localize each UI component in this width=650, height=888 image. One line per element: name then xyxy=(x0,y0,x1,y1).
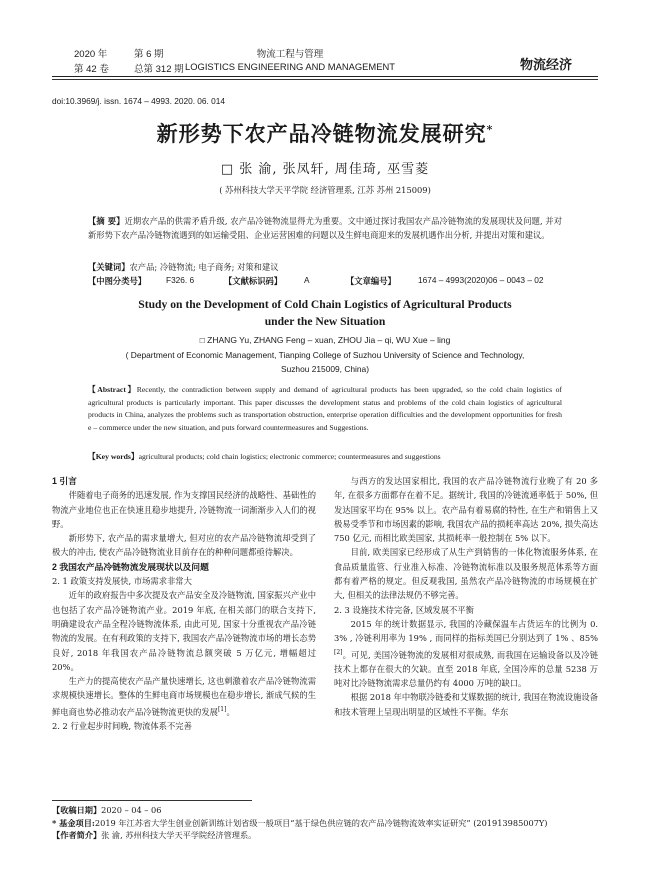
citation: [2] xyxy=(334,648,343,656)
paper-title-en-line1: Study on the Development of Cold Chain Logistics of Agricultural Products xyxy=(138,298,512,311)
abstract-en-text: Recently, the contradiction between supply and demand of agricultural products has been upgraded, so the cold chain logistics of agricultural products is particularly important. This paper discusses the development status and problems of the cold chain logistics of agricultural products in China, analyzes the problems such as transportation obstruction, enterprise operation difficulties and the development opportunities for fresh e – commerce under the new situation, and puts forward countermeasures and Suggestions. xyxy=(88,385,562,432)
keywords-en xyxy=(88,451,562,464)
article-no-label: 【文章编号】 xyxy=(346,276,396,286)
author-box: □ xyxy=(220,162,235,177)
authors-en: □ ZHANG Yu, ZHANG Feng – xuan, ZHOU Jia – qi, WU Xue – ling xyxy=(199,335,451,345)
left-column xyxy=(52,474,316,733)
citation: [1] xyxy=(217,705,227,713)
abstract-en-label: 【Abstract】 xyxy=(88,385,137,394)
author-names: 张 渝, 张凤轩, 周佳琦, 巫雪菱 xyxy=(239,162,430,177)
paragraph: 2015 年的统计数据显示, 我国的冷藏保温车占货运车的比例为 0. 3% , 冷链利用率为 19% , 而同样的指标美国已分别达到了 1% 、85%[2]。可见, 美国冷链物流的发展相对很成熟, 而我国在运输设备以及冷链技术上都存在很大的欠缺。直至 2018 年底, 全国冷库的总量 5238 万吨对比冷链物流需求总量仍约有 4000 万吨的缺口。 xyxy=(334,618,598,688)
title-footnote-mark: * xyxy=(486,123,494,136)
affiliation-en-line2: Suzhou 215009, China) xyxy=(280,364,369,374)
doi: doi:10.3969/j. issn. 1674 – 4993. 2020. 06. 014 xyxy=(52,96,225,106)
doc-code-value: A xyxy=(304,275,310,285)
keywords-en-text: agricultural products; cold chain logistics; electronic commerce; countermeasures and suggestions xyxy=(138,452,441,461)
author-bio: 【作者简介】张 渝, 苏州科技大学天平学院经济管理系。 xyxy=(52,830,257,841)
affiliation-cn: ( 苏州科技大学天平学院 经济管理系, 江苏 苏州 215009) xyxy=(219,185,431,195)
header-total-issue: 总第 312 期 xyxy=(134,64,184,75)
section-1-heading: 1 引言 xyxy=(52,476,77,486)
paragraph: 新形势下, 农产品的需求量增大, 但对应的农产品冷链物流却受到了极大的冲击, 使农产品冷链物流业目前存在的种种问题都亟待解决。 xyxy=(52,533,316,558)
right-column xyxy=(334,474,598,719)
footnotes xyxy=(52,804,598,842)
article-no-value: 1674 – 4993(2020)06 – 0043 – 02 xyxy=(418,275,544,285)
abstract-en xyxy=(88,384,562,434)
affiliation-en-line1: ( Department of Economic Management, Tianping College of Suzhou University of Science and Technology, xyxy=(125,350,525,360)
section-2-heading: 2 我国农产品冷链物流发展现状以及问题 xyxy=(52,561,209,572)
keywords-cn xyxy=(88,260,562,274)
header-rule-thin xyxy=(52,79,598,80)
abstract-cn xyxy=(88,214,562,242)
subsection-2-1-heading: 2. 1 政策支持发展快, 市场需求非常大 xyxy=(52,576,192,587)
keywords-cn-label: 【关键词】 xyxy=(88,262,130,272)
keywords-cn-text: 农产品; 冷链物流; 电子商务; 对策和建议 xyxy=(129,262,279,272)
paragraph: 目前, 欧美国家已经形成了从生产到销售的一体化物流服务体系, 在食品质量监管、行业准入标准、冷链物流标准以及服务规范体系等方面都有着严格的规定。但反观我国, 虽然农产品冷链物流的市场规模在扩大, 但相关的法律法规仍不够完善。 xyxy=(334,547,598,601)
header-journal-cn: 物流工程与管理 xyxy=(256,49,324,60)
fund-note: * 基金项目:2019 年江苏省大学生创业创新训练计划省级一般项目“基于绿色供应链的农产品冷链物流效率实证研究” (201913985007Y) xyxy=(52,817,548,828)
paragraph: 生产力的提高使农产品产量快速增长, 这也刺激着农产品冷链物流需求规模快速增长。整体的生鲜电商市场规模也在稳步增长, 渐成气候的生鲜电商也势必推动农产品冷链物流更快的发展[1]。 xyxy=(52,676,316,717)
header-issue: 第 6 期 xyxy=(134,49,164,60)
header-journal-en: LOGISTICS ENGINEERING AND MANAGEMENT xyxy=(185,61,395,72)
abstract-cn-label: 【摘 要】 xyxy=(88,216,125,226)
abstract-cn-text: 近期农产品的供需矛盾升级, 农产品冷链物流显得尤为重要。文中通过探讨我国农产品冷链物流的发展现状及问题, 并对新形势下农产品冷链物流遇到的如运输受阻、企业运营困难的问题以及生鲜电商迎来的发展机遇作出分析, 并提出对策和建议。 xyxy=(88,216,562,240)
paper-title-en-line2: under the New Situation xyxy=(264,315,386,328)
header-volume: 第 42 卷 xyxy=(74,64,109,75)
footnote-rule xyxy=(52,800,252,801)
header-section: 物流经济 xyxy=(520,57,573,72)
paper-title-cn xyxy=(52,118,598,148)
paragraph: 伴随着电子商务的迅速发展, 作为支撑国民经济的战略性、基础性的物流产业地位也正在快速且稳步地提升, 冷链物流一词渐渐步入人们的视野。 xyxy=(52,490,316,529)
paragraph: 与西方的发达国家相比, 我国的农产品冷链物流行业晚了有 20 多年, 在很多方面都存在着不足。据统计, 我国的冷链流通率低于 50%, 但发达国家平均在 95% 以上。农产品有着易腐的特性, 在生产和销售上又极易受季节和市场因素的影响, 我国农产品的损耗率高达 20%, 损失高达 750 亿元, 而相比欧美国家, 其损耗率一般控制在 5% 以下。 xyxy=(334,476,598,544)
paragraph: 根据 2018 年中物联冷链委和艾媒数据的统计, 我国在物流设施设备和技术管理上呈现出明显的区域性不平衡。华东 xyxy=(334,692,598,717)
received-date: 【收稿日期】2020 – 04 – 06 xyxy=(52,805,162,815)
header-year: 2020 年 xyxy=(74,49,108,60)
clc-label: 【中图分类号】 xyxy=(88,276,147,286)
title-text: 新形势下农产品冷链物流发展研究 xyxy=(156,121,487,146)
subsection-2-3-heading: 2. 3 设施技术待完备, 区域发展不平衡 xyxy=(334,604,474,615)
header-rule xyxy=(52,76,598,77)
clc-value: F326. 6 xyxy=(166,275,195,285)
authors-cn xyxy=(52,158,598,177)
doc-code-label: 【文献标识码】 xyxy=(224,276,283,286)
subsection-2-2-heading: 2. 2 行业起步时间晚, 物流体系不完善 xyxy=(52,720,192,731)
keywords-en-label: 【Key words】 xyxy=(88,452,139,461)
paragraph: 近年的政府报告中多次提及农产品安全及冷链物流, 国家振兴产业中也包括了农产品冷链物流产业。2019 年底, 在相关部门的联合支持下, 明确建设农产品全程冷链物流体系, 由此可见, 国家十分重视农产品冷链物流的发展。在有利政策的支持下, 我国农产品冷链物流市场的增长态势良好, 2018 年我国农产品冷链物流总额突破 5 万亿元, 增幅超过 20%。 xyxy=(52,590,316,672)
